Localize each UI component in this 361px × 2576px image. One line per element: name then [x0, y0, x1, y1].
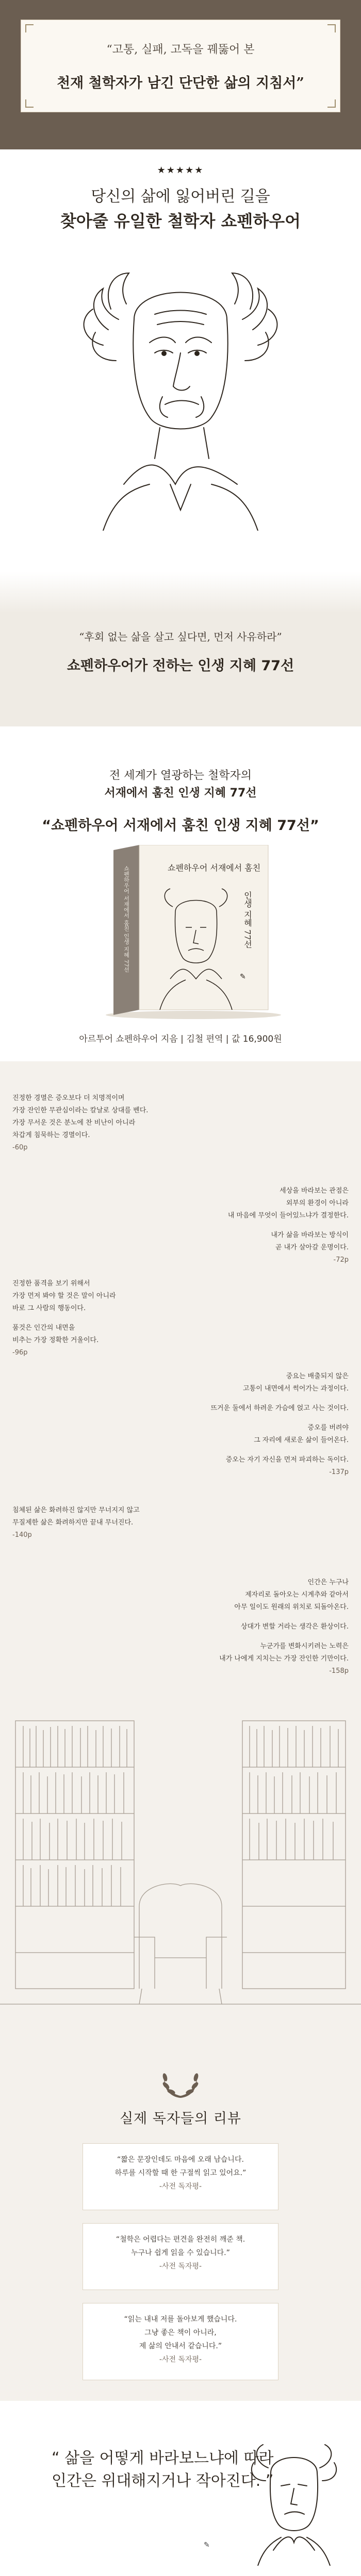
band-quote: “후회 없는 삶을 살고 싶다면, 먼저 사유하라” [79, 631, 282, 643]
corner-ornament [327, 99, 336, 108]
review-card: “철학은 어렵다는 편견을 완전히 깨준 책. 누구나 쉽게 읽을 수 있습니다.” -사전 독자평- [83, 2223, 278, 2290]
intro-line-1: 당신의 삶에 잃어버린 길을 [91, 188, 270, 206]
hero-banner [0, 0, 361, 149]
review-source: -사전 독자평- [159, 2262, 202, 2270]
book-caption: 아르투어 쇼펜하우어 지음 | 김철 편역 | 값 16,900원 [79, 1034, 282, 1044]
closing-section [0, 2401, 361, 2576]
schopenhauer-portrait-small [242, 2432, 346, 2566]
passage-4: 중요는 배출되지 않은 고통이 내면에서 썩어가는 과정이다. 뜨거운 둘에서 하려운 가슴에 얹고 사는 것이다. 증오를 버려야 그 자리에 새로운 삶이 들어온다. 증오는 자기 자신을 먼저 파괴하는 독이다. -137p [184, 1370, 349, 1479]
reviews-title: 실제 독자들의 리뷰 [120, 2111, 241, 2127]
passage-page: -60p [12, 1144, 28, 1151]
review-card: “읽는 내내 저를 돌아보게 했습니다. 그냥 좋은 책이 아니라, 제 삶의 안내서 같습니다.” -사전 독자평- [83, 2303, 278, 2380]
passage-page: -137p [329, 1468, 349, 1476]
publisher-seal-icon: ✎ [204, 2541, 210, 2549]
publisher-seal-icon: ✎ [240, 973, 246, 981]
book-subtitle-line-1: 전 세계가 열광하는 철학자의 [109, 769, 252, 782]
passage-page: -96p [12, 1349, 28, 1357]
intro-line-2: 찾아줄 유일한 철학자 쇼펜하우어 [60, 211, 301, 231]
laurel-wreath-icon [155, 2066, 206, 2102]
schopenhauer-portrait-illustration [72, 242, 289, 531]
review-source: -사전 독자평- [159, 2355, 202, 2364]
book-subtitle-line-2: 서재에서 훔친 인생 지혜 77선 [104, 787, 257, 800]
review-card: “짧은 문장인데도 마음에 오래 남습니다. 하루를 시작할 때 한 구절씩 읽고 있어요.” -사전 독자평- [83, 2143, 278, 2210]
passage-2: 세상을 바라보는 관점은 외부의 환경이 아니라 내 마음에 무엇이 들어있느냐가 결정한다. 내가 삶을 바라보는 방식이 곧 내가 살아갈 운명이다. -72p [184, 1185, 349, 1266]
passage-page: -72p [333, 1256, 349, 1264]
closing-quote: “ 삶을 어떻게 바라보느냐에 따라 인간은 위대해지거나 작아진다. ” [52, 2447, 273, 2493]
corner-ornament [25, 24, 34, 32]
review-source: -사전 독자평- [159, 2182, 202, 2191]
book-section [0, 726, 361, 1056]
library-illustration [0, 1597, 361, 2040]
quote-band [0, 572, 361, 726]
book-headline: “ 쇼펜하우어 서재에서 훔친 인생 지혜 77선 ” [0, 814, 361, 834]
cover-title: 쇼펜하우어 서재에서 훔친 [168, 863, 261, 873]
five-star-rating-icon: ★★★★★ [157, 165, 204, 176]
passage-page: -140p [12, 1531, 32, 1539]
passages-section [0, 1061, 361, 2040]
hero-quote-line-2: 천재 철학자가 남긴 단단한 삶의 지침서” [57, 75, 304, 91]
hero-quote-card [21, 20, 340, 112]
band-title: 쇼펜하우어가 전하는 인생 지혜 77선 [67, 658, 294, 674]
cover-subtitle: 인생 지혜 77선 [242, 891, 253, 948]
corner-ornament [25, 99, 34, 108]
book-cover-image [83, 845, 299, 1020]
passage-5: 침체된 삶은 화려하진 않지만 무너지지 않고 무질제한 삶은 화려하지만 끝내 무너진다. -140p [12, 1504, 167, 1541]
corner-ornament [327, 24, 336, 32]
passage-3: 진정한 품격을 보기 위해서 가장 먼저 봐야 할 것은 말이 아니라 바로 그 사람의 행동이다. 품것은 인간의 내면을 비추는 가장 정확한 거울이다. -96p [12, 1278, 167, 1359]
passage-page: -158p [329, 1667, 349, 1675]
hero-quote-line-1: “고통, 실패, 고독을 꿰뚫어 본 [106, 43, 255, 56]
passage-6: 인간은 누구나 제자리로 돌아오는 시계추와 같아서 아무 일이도 원래의 위치로 되돌아온다. 상대가 변할 거라는 생각은 환상이다. 누군가를 변화시키려는 노력은 내가 나에게 지치는는 가장 잔인한 기만이다. -158p [184, 1577, 349, 1677]
passage-1: 진정한 경멸은 증오보다 더 치명적이며 가장 잔인한 무관심이라는 칼날로 상대를 벤다. 가장 무서운 것은 분노에 찬 비난이 아니라 차갑게 침묵하는 경멸이다. -60p [12, 1092, 167, 1154]
spine-title: 쇼펜하우어 서재에서 훔친 인생 지혜 77선 [123, 866, 130, 973]
reviews-section [0, 2040, 361, 2401]
